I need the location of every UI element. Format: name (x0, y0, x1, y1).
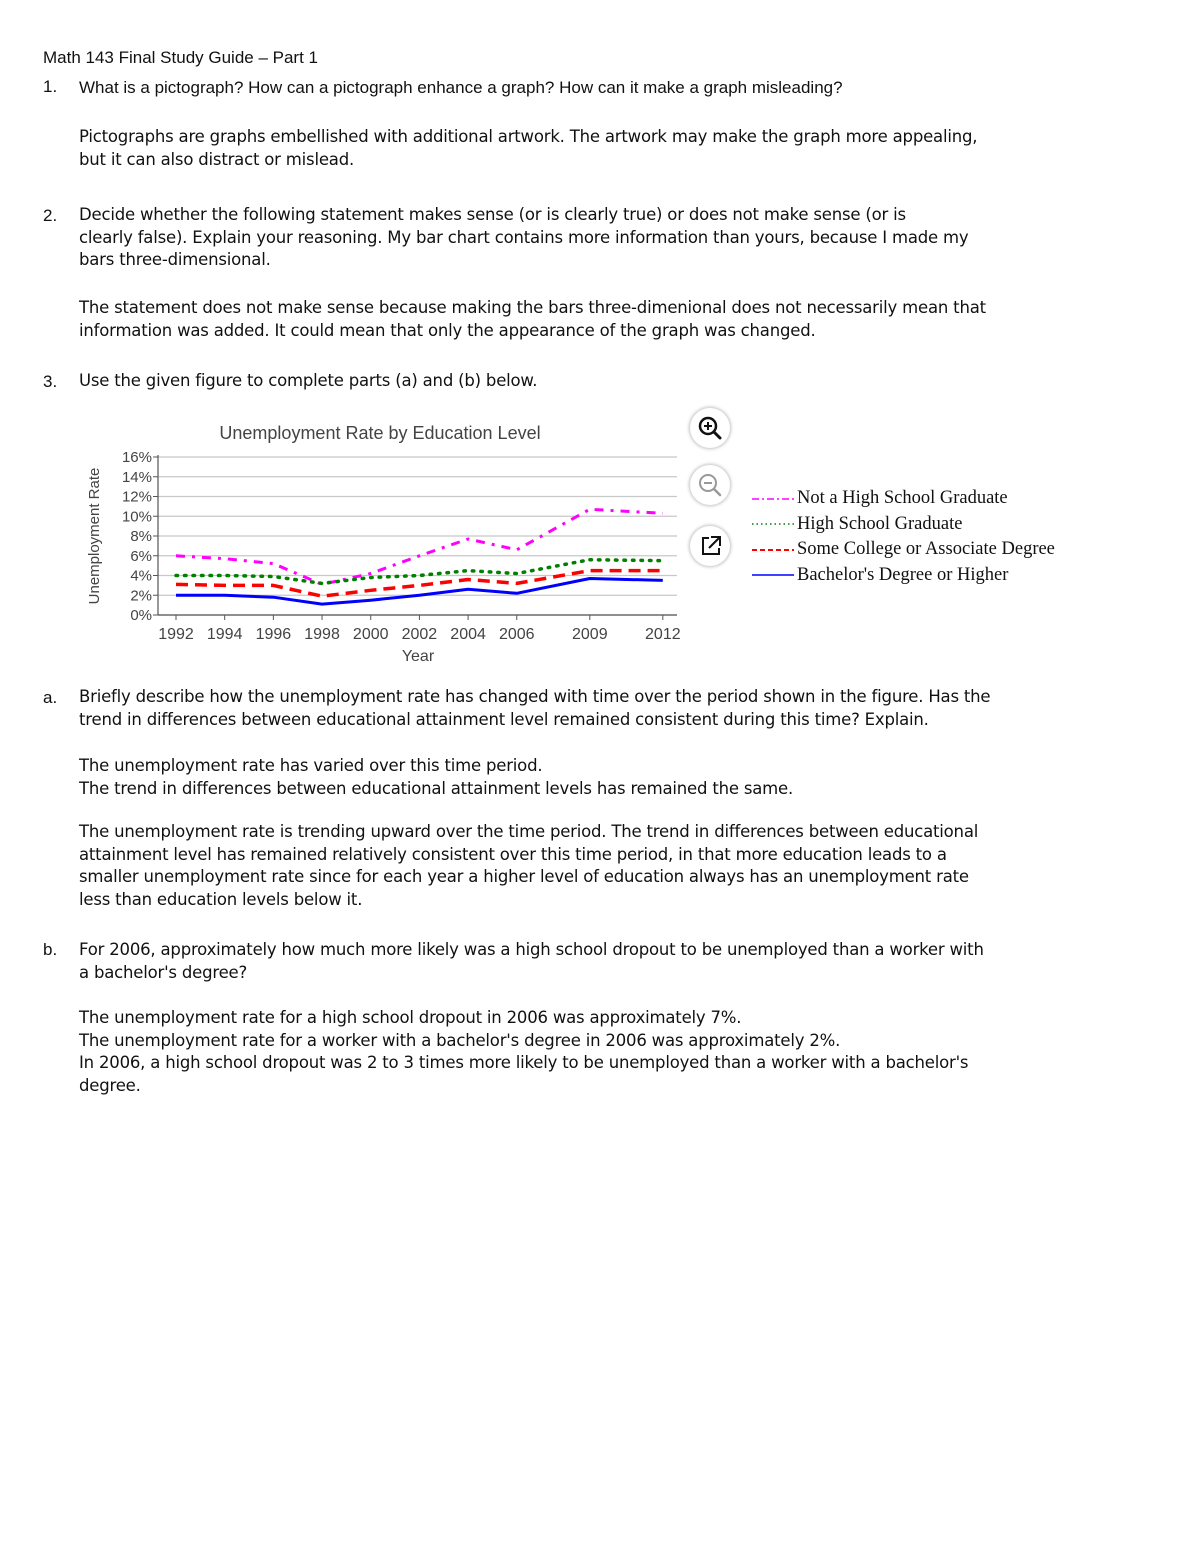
part-b-answer (79, 1007, 1069, 1097)
question-line: trend in differences between educational attainment level remained consistent during this time? Explain. (79, 709, 929, 729)
question-line: Briefly describe how the unemployment rate has changed with time over the period shown in the figure. Has the (79, 687, 991, 706)
question-line: For 2006, approximately how much more likely was a high school dropout to be unemployed than a worker with (79, 940, 984, 959)
popout-button[interactable] (690, 526, 730, 566)
x-tick-label: 2004 (450, 626, 486, 643)
legend-label: Bachelor's Degree or Higher (797, 564, 1009, 585)
series-line-dashed (176, 571, 663, 597)
question-1-number: 1. (43, 77, 58, 96)
chart-gridlines (158, 455, 677, 615)
question-line: bars three-dimensional. (79, 250, 271, 269)
y-tick-label: 4% (130, 567, 152, 585)
x-tick-label: 2012 (645, 626, 681, 643)
y-tick-label: 16% (121, 449, 152, 466)
answer-line: attainment level has remained relatively consistent over this time period, in that more education leads to a (79, 844, 947, 864)
x-tick-label: 2009 (572, 626, 608, 643)
chart-series (176, 509, 663, 604)
answer-line: but it can also distract or mislead. (79, 149, 355, 169)
part-a-question (79, 686, 1069, 731)
part-b-question (79, 939, 1069, 984)
legend-item (752, 563, 1055, 589)
answer-line: The statement does not make sense because making the bars three-dimenional does not necessarily mean that (79, 298, 986, 317)
question-3-text: Use the given figure to complete parts (a) and (b) below. (79, 371, 538, 390)
zoom-in-icon (690, 408, 730, 448)
legend-swatch-dashed (752, 545, 794, 555)
answer-line: In 2006, a high school dropout was 2 to 3 times more likely to be unemployed than a worker with a bachelor's (79, 1053, 969, 1072)
x-axis-ticks (158, 615, 681, 643)
series-line-solid (176, 579, 663, 605)
zoom-out-icon (690, 465, 730, 505)
part-a-answer-2 (79, 821, 1069, 911)
legend-label: Some College or Associate Degree (797, 539, 1055, 559)
answer-line: The unemployment rate for a worker with a bachelor's degree in 2006 was approximately 2%. (79, 1030, 841, 1050)
y-tick-label: 6% (130, 547, 152, 565)
answer-line: The trend in differences between educational attainment levels has remained the same. (79, 778, 794, 798)
answer-line: Pictographs are graphs embellished with additional artwork. The artwork may make the graph more appealing, (79, 127, 978, 146)
part-a-answer-1 (79, 755, 1069, 800)
answer-line: less than education levels below it. (79, 889, 363, 909)
question-line: clearly false). Explain your reasoning. My bar chart contains more information than yours, because I made my (79, 227, 969, 247)
y-tick-label: 8% (130, 528, 152, 545)
x-tick-label: 1996 (255, 626, 292, 643)
answer-line: The unemployment rate for a high school dropout in 2006 was approximately 7%. (79, 1008, 742, 1027)
chart-title: Unemployment Rate by Education Level (219, 423, 541, 443)
legend-label: High School Graduate (797, 513, 963, 534)
question-1-text: What is a pictograph? How can a pictograph enhance a graph? How can it make a graph misleading? (79, 78, 843, 97)
zoom-in-button[interactable] (690, 408, 730, 448)
x-tick-label: 2000 (352, 626, 389, 643)
y-tick-label: 14% (121, 468, 152, 486)
x-axis-label: Year (401, 648, 435, 665)
document-title: Math 143 Final Study Guide – Part 1 (43, 48, 318, 67)
answer-line: degree. (79, 1075, 141, 1095)
answer-line: information was added. It could mean that only the appearance of the graph was changed. (79, 320, 816, 340)
legend-swatch-solid (752, 570, 794, 580)
legend-item (752, 486, 1055, 512)
legend-item (752, 537, 1055, 563)
part-a-label: a. (43, 688, 58, 707)
answer-line: The unemployment rate has varied over this time period. (79, 756, 543, 775)
part-b-label: b. (43, 940, 58, 959)
question-2-number: 2. (43, 206, 58, 225)
x-tick-label: 1998 (304, 626, 340, 643)
zoom-out-button[interactable] (690, 465, 730, 505)
y-axis-label: Unemployment Rate (86, 467, 103, 605)
answer-line: The unemployment rate is trending upward over the time period. The trend in differences between educational (79, 822, 979, 841)
x-tick-label: 1992 (158, 626, 194, 643)
chart-legend (752, 486, 1055, 588)
external-link-icon (690, 526, 730, 566)
question-line: Decide whether the following statement makes sense (or is clearly true) or does not make sense (or is (79, 205, 906, 224)
series-line-dash-dot (176, 509, 663, 584)
question-3-number: 3. (43, 372, 58, 391)
y-axis-ticks (122, 449, 158, 624)
answer-line: smaller unemployment rate since for each year a higher level of education always has an unemployment rate (79, 867, 969, 886)
question-line: a bachelor's degree? (79, 962, 248, 982)
x-tick-label: 2002 (401, 626, 438, 643)
legend-item (752, 512, 1055, 538)
x-tick-label: 1994 (206, 626, 243, 643)
x-tick-label: 2006 (498, 626, 535, 643)
y-tick-label: 10% (121, 508, 152, 526)
legend-swatch-dotted (752, 519, 794, 529)
legend-label: Not a High School Graduate (797, 488, 1008, 508)
y-tick-label: 12% (121, 488, 152, 506)
legend-swatch-dashdot (752, 494, 794, 504)
y-tick-label: 2% (130, 587, 152, 605)
y-tick-label: 0% (130, 607, 152, 624)
